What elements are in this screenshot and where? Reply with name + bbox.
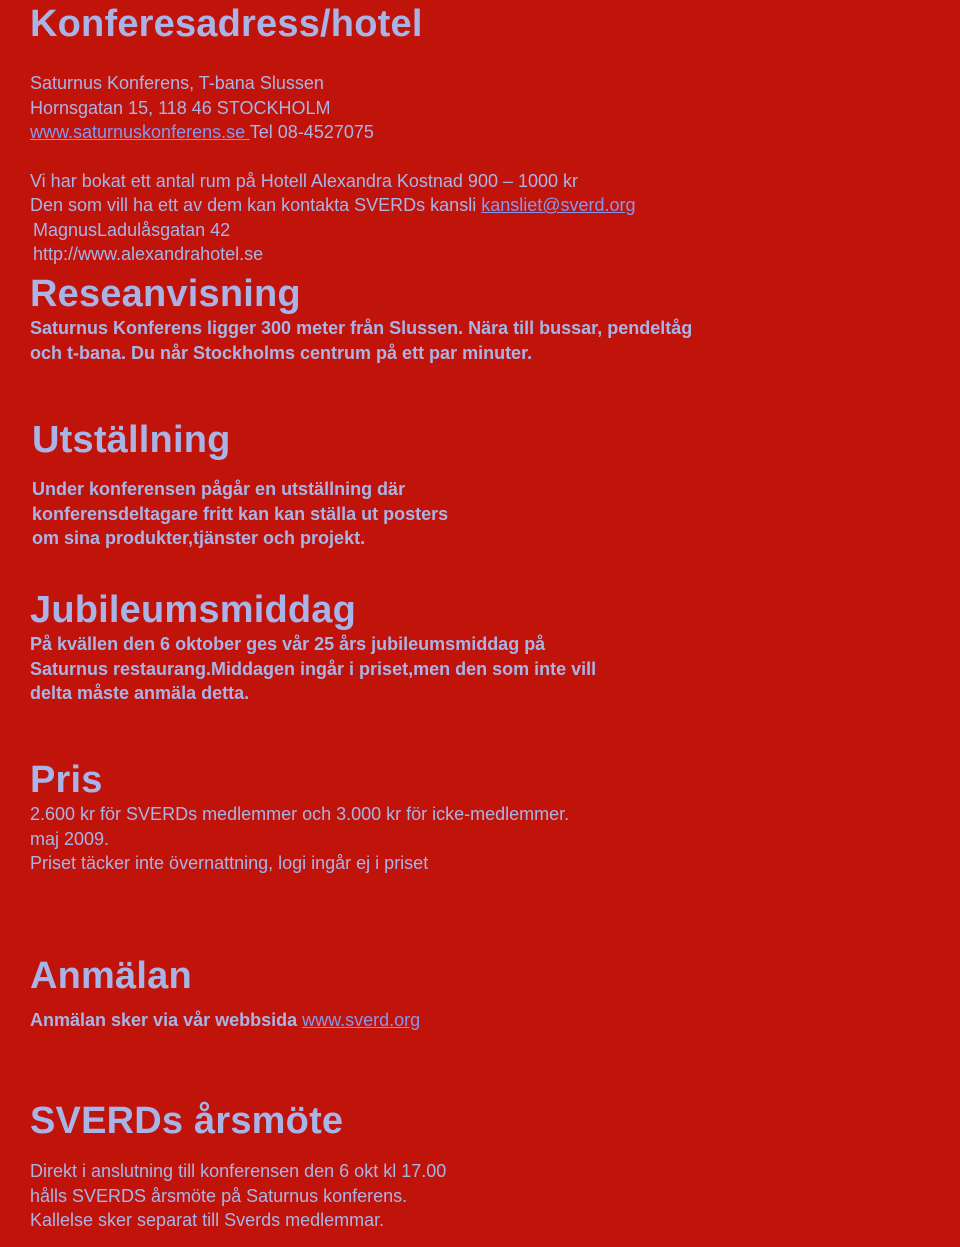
exhibition-line-1: Under konferensen pågår en utställning där: [32, 479, 406, 499]
venue-website-link[interactable]: www.saturnuskonferens.se: [30, 122, 250, 142]
address-line: Hornsgatan 15, 118 46 STOCKHOLM: [30, 97, 331, 118]
registration-line: [30, 1008, 420, 1033]
hotel-url: http://www.alexandrahotel.se: [33, 244, 264, 264]
contact-line: [30, 193, 636, 218]
travel-heading: Reseanvisning: [30, 273, 301, 315]
annual-meeting-heading: SVERDs årsmöte: [30, 1100, 344, 1142]
section-exhibition: [32, 418, 448, 551]
section-travel: [30, 272, 692, 365]
dinner-heading: Jubileumsmiddag: [30, 589, 357, 631]
section-dinner: [30, 588, 596, 706]
price-line-2: maj 2009.: [30, 828, 110, 849]
price-line-3: Priset täcker inte övernattning, logi ingår ej i priset: [30, 853, 429, 873]
venue-line: Saturnus Konferens, T-bana Slussen: [30, 73, 324, 93]
annual-meeting-line-2: hålls SVERDS årsmöte på Saturnus konferens.: [30, 1185, 408, 1206]
section-registration: [30, 954, 420, 1033]
website-phone-line: [30, 120, 636, 145]
hotel-street: MagnusLadulåsgatan 42: [33, 219, 231, 240]
annual-meeting-line-3: Kallelse sker separat till Sverds medlemmar.: [30, 1210, 385, 1230]
dinner-line-2: Saturnus restaurang.Middagen ingår i priset,men den som inte vill: [30, 658, 597, 679]
exhibition-line-2: konferensdeltagare fritt kan kan ställa ut posters: [32, 503, 449, 524]
dinner-line-3: delta måste anmäla detta.: [30, 683, 250, 703]
contact-prefix: Den som vill ha ett av dem kan kontakta SVERDs kansli: [30, 195, 482, 215]
conference-heading: Konferesadress/hotel: [30, 3, 423, 45]
registration-text: Anmälan sker via vår webbsida: [30, 1010, 303, 1030]
annual-meeting-line-1: Direkt i anslutning till konferensen den 6 okt kl 17.00: [30, 1161, 447, 1181]
section-annual-meeting: [30, 1099, 446, 1233]
price-line-1: 2.600 kr för SVERDs medlemmer och 3.000 kr för icke-medlemmer.: [30, 804, 570, 824]
travel-line-2: och t-bana. Du når Stockholms centrum på ett par minuter.: [30, 342, 533, 363]
registration-website-link[interactable]: www.sverd.org: [302, 1010, 421, 1030]
travel-line-1: Saturnus Konferens ligger 300 meter från Slussen. Nära till bussar, pendeltåg: [30, 318, 693, 338]
exhibition-line-3: om sina produkter,tjänster och projekt.: [32, 528, 366, 548]
registration-heading: Anmälan: [30, 955, 192, 997]
dinner-line-1: På kvällen den 6 oktober ges vår 25 års jubileumsmiddag på: [30, 634, 546, 654]
section-conference: [30, 2, 636, 267]
phone-text: Tel 08-4527075: [249, 122, 374, 142]
section-price: [30, 758, 569, 876]
hotel-line: Vi har bokat ett antal rum på Hotell Alexandra Kostnad 900 – 1000 kr: [30, 170, 579, 191]
price-heading: Pris: [30, 759, 103, 801]
exhibition-heading: Utställning: [32, 419, 231, 461]
contact-email-link[interactable]: kansliet@sverd.org: [481, 195, 636, 215]
